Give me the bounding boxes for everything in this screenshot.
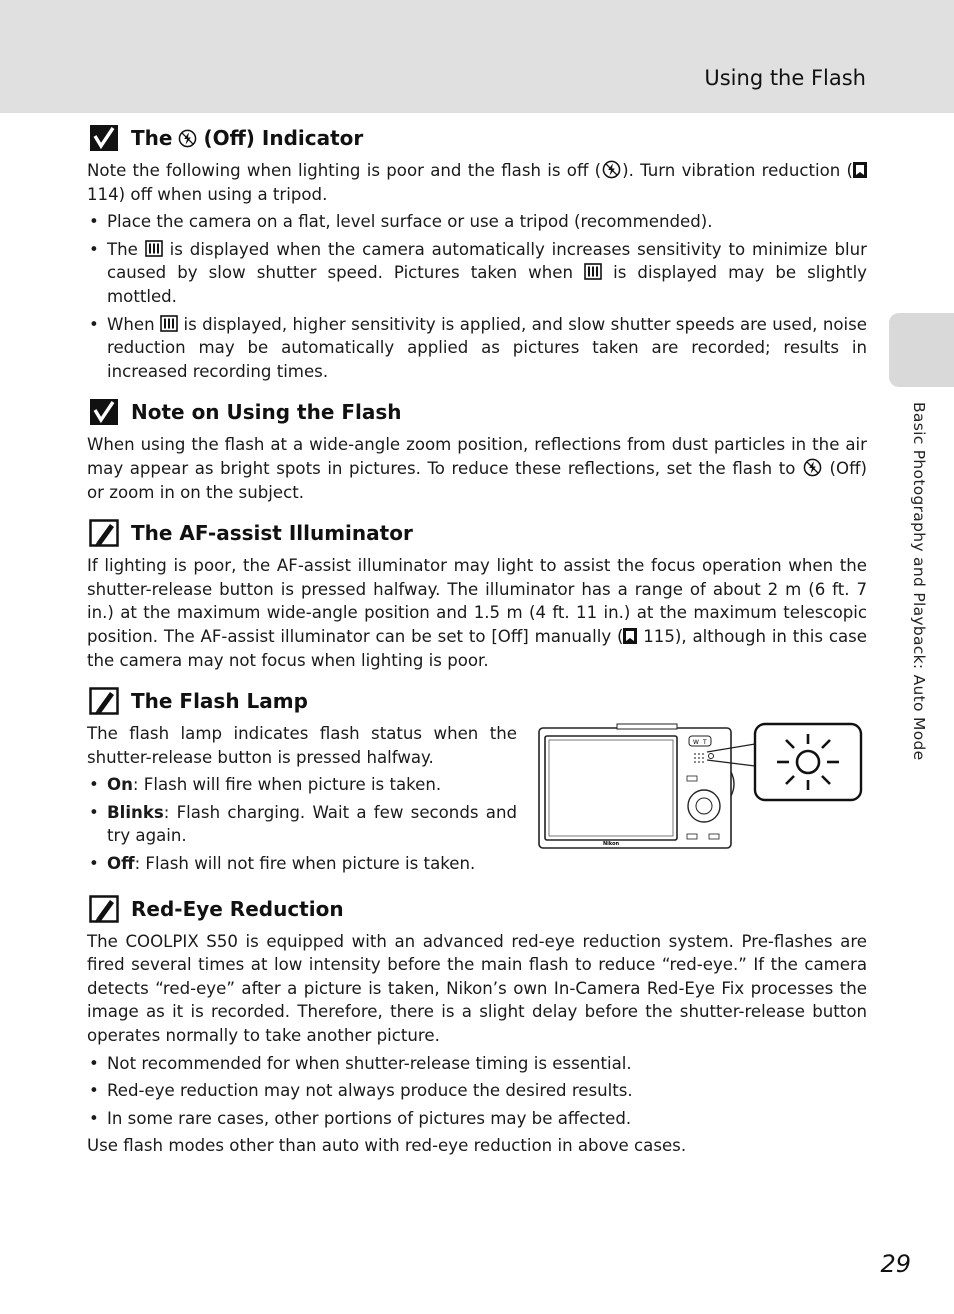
svg-text:T: T <box>703 739 707 747</box>
list-item: • On: Flash will fire when picture is taken. <box>87 773 517 797</box>
chapter-tab <box>889 313 954 387</box>
page-reference-icon <box>623 628 637 644</box>
flash-off-icon <box>803 458 822 477</box>
section-off-indicator <box>87 121 867 383</box>
section-body: The COOLPIX S50 is equipped with an advanced red-eye reduction system. Pre-flashes are fired several times at low intensity before the main flash to reduce “red-eye.” If the camera detects “red-eye” after a picture is taken, Nikon’s own In-Camera Red-Eye Fix processes the image as it is recorded. Therefore, there is a slight delay before the shutter-release button operates normally to take another picture. <box>87 931 867 1046</box>
bullet-list <box>87 1052 867 1131</box>
heading-text: Note on Using the Flash <box>131 400 402 425</box>
header-band <box>0 0 954 113</box>
heading-text: Red-Eye Reduction <box>131 896 344 921</box>
section-heading <box>87 892 867 926</box>
page-reference-icon <box>853 162 867 178</box>
list-item: • When is displayed, higher sensitivity is applied, and slow shutter speeds are used, noise reduction may be automatically applied as pictures taken are recorded; results in increased recording times. <box>87 313 867 384</box>
page-header-title: Using the Flash <box>704 66 866 90</box>
heading-text: The Flash Lamp <box>131 689 308 714</box>
heading-text: The AF-assist Illuminator <box>131 521 413 546</box>
flash-off-icon <box>602 160 621 179</box>
list-item: • In some rare cases, other portions of pictures may be affected. <box>87 1107 867 1131</box>
flash-lamp-row <box>87 722 867 880</box>
page-number: 29 <box>880 1250 911 1278</box>
section-heading <box>87 121 867 155</box>
heading-text: The (Off) Indicator <box>131 126 364 150</box>
list-item: • Off: Flash will not fire when picture is taken. <box>87 852 517 876</box>
chapter-label: Basic Photography and Playback: Auto Mode <box>910 402 928 761</box>
checkmark-caution-icon <box>89 124 119 152</box>
pencil-note-icon <box>89 687 119 715</box>
section-heading <box>87 684 867 718</box>
list-item: • Not recommended for when shutter-release timing is essential. <box>87 1052 867 1076</box>
camera-brand-label: Nikon <box>603 841 620 848</box>
section-body: Note the following when lighting is poor and the flash is off ( ). Turn vibration reduction ( 114) off when using a tripod. <box>87 159 867 206</box>
section-heading <box>87 395 867 429</box>
iso-sensitivity-icon <box>584 263 602 280</box>
section-heading <box>87 516 867 550</box>
page-content <box>87 121 867 1170</box>
closing-note: Use flash modes other than auto with red-eye reduction in above cases. <box>87 1136 687 1156</box>
section-red-eye <box>87 892 867 1158</box>
section-body: The flash lamp indicates flash status when the shutter-release button is pressed halfway. <box>87 724 517 767</box>
section-body: If lighting is poor, the AF-assist illuminator may light to assist the focus operation when the shutter-release button is pressed halfway. The illuminator has a range of about 2 m (6 ft. 7 in.) at the maximum wide-angle position and 1.5 m (4 ft. 11 in.) at the maximum telescopic position. The AF-assist illuminator can be set to [Off] manually ( 115), although in this case the camera may not focus when lighting is poor. <box>87 556 867 670</box>
section-note-flash <box>87 395 867 504</box>
flash-off-icon <box>178 129 197 148</box>
list-item: • The is displayed when the camera automatically increases sensitivity to minimize blur caused by slow shutter speed. Pictures taken when is displayed may be slightly mottled. <box>87 238 867 309</box>
checkmark-caution-icon <box>89 398 119 426</box>
camera-back-illustration <box>537 722 867 852</box>
iso-sensitivity-icon <box>160 315 178 332</box>
list-item: • Blinks: Flash charging. Wait a few seconds and try again. <box>87 801 517 848</box>
flash-lamp-text <box>87 722 517 880</box>
list-item: • Place the camera on a flat, level surface or use a tripod (recommended). <box>87 210 867 234</box>
section-body: When using the flash at a wide-angle zoom position, reflections from dust particles in the air may appear as bright spots in pictures. To reduce these reflections, set the flash to (Off) or zoom in on the subject. <box>87 435 867 502</box>
pencil-note-icon <box>89 519 119 547</box>
pencil-note-icon <box>89 895 119 923</box>
iso-sensitivity-icon <box>145 240 163 257</box>
section-flash-lamp <box>87 684 867 880</box>
list-item: • Red-eye reduction may not always produce the desired results. <box>87 1079 867 1103</box>
bullet-list <box>87 210 867 383</box>
section-af-assist <box>87 516 867 672</box>
bullet-list <box>87 773 517 875</box>
svg-text:W: W <box>693 739 699 747</box>
